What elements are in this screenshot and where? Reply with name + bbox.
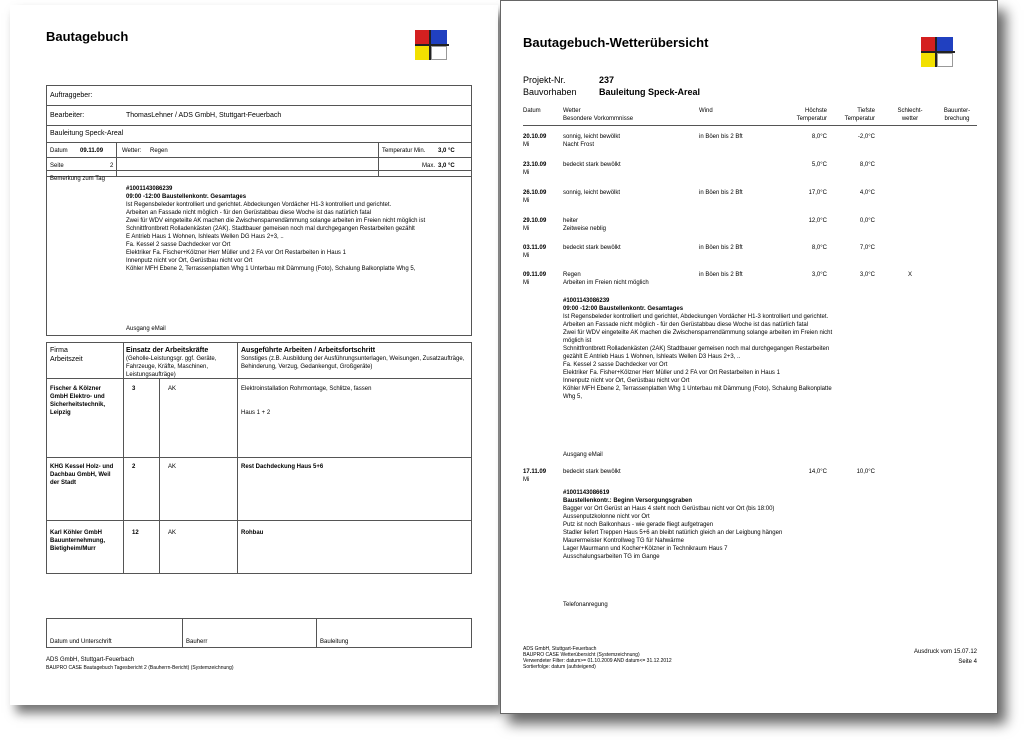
projekt-value: 237 xyxy=(599,75,615,85)
table-row-tief: 10,0°C xyxy=(856,469,875,475)
notes-block-2-footer: Telefonanregung xyxy=(563,602,608,608)
company-logo-icon xyxy=(415,30,449,60)
table-row-hoch: 17,0°C xyxy=(808,190,827,196)
note-line: #1001143086239 xyxy=(563,298,610,304)
footer-system: BAUPRO CASE Bautagebuch Tagesbericht 2 (Bauherrn-Bericht) (Systemzeichnung) xyxy=(46,665,234,671)
col-arbeiten-header: Ausgeführte Arbeiten / Arbeitsfortschritt xyxy=(241,347,376,354)
note-line: Innenputz nicht vor Ort, Gerüstbau nicht vor Ort xyxy=(126,258,253,264)
table-row-typ: AK xyxy=(168,530,177,536)
auftraggeber-label: Auftraggeber: xyxy=(50,92,93,99)
projekt-label: Projekt-Nr. xyxy=(523,75,566,85)
note-line: Elektriker Fa. Fischer+Kölzner Herr Müller und 2 FA vor Ort Restarbeiten in Haus 1 xyxy=(126,250,346,256)
table-row-firma: KHG Kessel Holz- und Dachbau GmbH, Weil der Stadt xyxy=(50,464,114,486)
table-row-hoch: 8,0°C xyxy=(811,245,827,251)
col-einsatz-sub: (Geholle-Leistungsgr. ggf. Geräte, Fahrzeuge, Kräfte, Maschinen, Leistungsaufträge) xyxy=(126,356,217,378)
col-arbeiten-sub: Sonstiges (z.B. Ausbildung der Ausführungsunterlagen, Weisungen, Zusatzaufträge, Behinderung, Verzug, Gedankengut, Großgeräte) xyxy=(241,356,465,370)
note-line: Innenputz nicht vor Ort, Gerüstbau nicht vor Ort xyxy=(563,378,690,384)
note-line: #1001143086239 xyxy=(126,186,173,192)
col-firma-header: Firma Arbeitszeit xyxy=(50,347,83,363)
table-row-anzahl: 2 xyxy=(132,464,136,470)
note-line: gezählt E Antrieb Haus 1 Wohnen, Ishleats Wellen D3 Haus 2+3, .. xyxy=(563,354,741,360)
signature-datum-label: Datum und Unterschrift xyxy=(50,639,112,645)
note-line: 09:00 -12:00 Baustellenkontr. Gesamtages xyxy=(563,306,684,312)
note-line: 09:00 -12:00 Baustellenkontr. Gesamtages xyxy=(126,194,247,200)
note-line: Köhler MFH Ebene 2, Terrassenplatten Whg 1 Unterbau mit Dämmung (Foto), Schalung Balkonplatte xyxy=(563,386,832,392)
min-value: 3,0 °C xyxy=(438,148,455,154)
table-row-tag: Mi xyxy=(523,477,530,483)
table-row-datum: 17.11.09 xyxy=(523,469,547,475)
note-line: Putz ist noch Balkonhaus - wie gerade fliegt aufgetragen xyxy=(563,522,714,528)
note-line: Fa. Kessel 2 sasse Dachdecker vor Ort xyxy=(563,362,668,368)
note-line: Schnittfrontbrett Rolladenkästen (2AK). Stadtbauer gemeisen noch mal durchgegangen Restarbeiten gezählt xyxy=(126,226,415,232)
wetteruebersicht-page xyxy=(500,0,998,714)
table-row-wetter: sonnig, leicht bewölkt xyxy=(563,134,621,140)
table-row-tag: Mi xyxy=(523,253,530,259)
table-row-schlecht: X xyxy=(907,272,912,278)
table-row-datum: 23.10.09 xyxy=(523,162,547,168)
bearbeiter-label: Bearbeiter: xyxy=(50,112,85,119)
note-line: möglich ist xyxy=(563,338,592,344)
datum-label: Datum xyxy=(50,148,68,154)
table-row-typ: AK xyxy=(168,386,177,392)
bauvorhaben-label: Bauvorhaben xyxy=(523,87,577,97)
page-title: Bautagebuch xyxy=(46,29,129,44)
footer-company: ADS GmbH, Stuttgart-Feuerbach xyxy=(46,657,135,663)
note-line: Arbeiten an Fassade nicht möglich - für den Gerüstabbau diese Woche ist das natürlich fatal xyxy=(126,210,372,216)
footer-system: BAUPRO CASE Wetterübersicht (Systemzeichnung) xyxy=(523,652,640,658)
table-row-tief: 8,0°C xyxy=(859,162,875,168)
notes-block-1 xyxy=(563,297,963,401)
table-row-wetter: bedeckt stark bewölkt xyxy=(563,245,621,251)
table-row-tief: 7,0°C xyxy=(859,245,875,251)
note-line: Ausschalungsarbeiten TG im Gange xyxy=(563,554,660,560)
note-line: Zwei für WDV eingeteilte AK machen die Zwischensparrendämmung solange arbeiten im Freien nicht möglich ist xyxy=(126,218,426,224)
col-wetter-header: Wetter xyxy=(563,108,581,114)
note-line: Zwei für WDV eingeteilte AK machen die Zwischensparrendämmung solange arbeiten im Freien nicht xyxy=(563,330,833,336)
table-row-datum: 29.10.09 xyxy=(523,218,547,224)
table-row-wetter: bedeckt stark bewölkt xyxy=(563,469,621,475)
table-row-anzahl: 12 xyxy=(132,530,139,536)
table-row-tag: Mi xyxy=(523,226,530,232)
col-wetter-sub-header: Besondere Vorkommnisse xyxy=(563,116,634,122)
bearbeiter-value: ThomasLehner / ADS GmbH, Stuttgart-Feuerbach xyxy=(126,112,282,119)
company-logo-icon xyxy=(921,37,955,67)
col-hoechste-header: Höchste Temperatur xyxy=(796,108,827,122)
table-row-wind: in Böen bis 2 Bft xyxy=(699,134,743,140)
remarks-text xyxy=(126,185,466,273)
signature-bauherr-label: Bauherr xyxy=(186,639,208,645)
note-line: Aussenputzkolonne nicht vor Ort xyxy=(563,514,650,520)
seite-value: 2 xyxy=(110,163,114,169)
col-tiefste-header: Tiefste Temperatur xyxy=(844,108,875,122)
table-row-note: Nacht Frost xyxy=(563,142,595,148)
page-title: Bautagebuch-Wetterübersicht xyxy=(523,35,709,50)
table-row-typ: AK xyxy=(168,464,177,470)
signature-bauleitung-label: Bauleitung xyxy=(320,639,349,645)
footer-left xyxy=(523,646,672,670)
project-title: Bauleitung Speck-Areal xyxy=(50,130,124,137)
col-einsatz-header: Einsatz der Arbeitskräfte xyxy=(126,347,209,354)
table-row-tief: 4,0°C xyxy=(859,190,875,196)
wetter-label: Wetter: xyxy=(122,148,142,154)
notes-block-1-footer: Ausgang eMail xyxy=(563,452,603,458)
table-row-datum: 20.10.09 xyxy=(523,134,547,140)
table-row-tief: -2,0°C xyxy=(857,134,875,140)
table-row-anzahl: 3 xyxy=(132,386,136,392)
table-row-wind: in Böen bis 2 Bft xyxy=(699,272,743,278)
table-row-wetter: sonnig, leicht bewölkt xyxy=(563,190,621,196)
note-line: Baustellenkontr.: Beginn Versorgungsgraben xyxy=(563,498,693,504)
table-row-hoch: 14,0°C xyxy=(808,469,827,475)
table-row-datum: 03.11.09 xyxy=(523,245,547,251)
table-row-tag: Mi xyxy=(523,280,530,286)
min-label: Min. xyxy=(414,148,426,154)
table-row-tief: 0,0°C xyxy=(859,218,875,224)
temperatur-label: Temperatur xyxy=(382,148,413,154)
table-row-hoch: 8,0°C xyxy=(811,134,827,140)
note-line: Lager Maurmann und Kocher+Kölzner in Technikraum Haus 7 xyxy=(563,546,728,552)
table-row-note: Zeitweise neblig xyxy=(563,226,607,232)
note-line: Schnittfrontbrett Rolladenkästen (2AK) Stadtbauer gemeisen noch mal durchgegangen Restarbeiten xyxy=(563,346,830,352)
note-line: Fa. Kessel 2 sasse Dachdecker vor Ort xyxy=(126,242,231,248)
note-line: Whg 5, xyxy=(563,394,583,400)
footer-sort: Sortierfolge: datum (aufsteigend) xyxy=(523,664,596,670)
table-row-wetter: bedeckt stark bewölkt xyxy=(563,162,621,168)
footer-print-date: Ausdruck vom 15.07.12 xyxy=(913,649,977,655)
note-line: #1001143086619 xyxy=(563,490,610,496)
note-line: Ist Regensbeleder kontrolliert und gerichtet, Abdeckungen Vordächer H1-3 kontrolliert und gerichtet. xyxy=(563,314,829,320)
table-row-extra: Haus 1 + 2 xyxy=(241,410,271,416)
table-row-arbeiten: Rohbau xyxy=(241,530,264,536)
col-wind-header: Wind xyxy=(699,108,713,114)
note-line: Köhler MFH Ebene 2, Terrassenplatten Whg 1 Unterbau mit Dämmung (Foto), Schalung Balkonplatte Whg 5, xyxy=(126,266,416,272)
footer-company: ADS GmbH, Stuttgart-Feuerbach xyxy=(523,646,597,652)
table-row-note: Arbeiten im Freien nicht möglich xyxy=(563,280,649,286)
bemerkung-label: Bemerkung zum Tag xyxy=(50,176,105,182)
remarks-footer: Ausgang eMail xyxy=(126,326,166,332)
footer-page-number: Seite 4 xyxy=(958,659,977,665)
table-row-wetter: Regen xyxy=(563,272,581,278)
table-row-firma: Karl Köhler GmbH Bauunternehmung, Bietigheim/Murr xyxy=(50,530,105,552)
table-row-hoch: 5,0°C xyxy=(811,162,827,168)
max-label: Max. xyxy=(422,163,436,169)
datum-value: 09.11.09 xyxy=(80,148,104,154)
col-datum-header: Datum xyxy=(523,108,541,114)
table-row-arbeiten: Rest Dachdeckung Haus 5+6 xyxy=(241,464,324,470)
table-row-wetter: heiter xyxy=(563,218,579,224)
bautagebuch-page xyxy=(10,5,498,705)
col-bauunter-header: Bauunter- brechung xyxy=(943,108,971,122)
table-row-wind: in Böen bis 2 Bft xyxy=(699,190,743,196)
bauvorhaben-value: Bauleitung Speck-Areal xyxy=(599,87,701,97)
wetter-value: Regen xyxy=(150,148,168,154)
note-line: Bagger vor Ort Gerüst an Haus 4 steht noch Gerüstbau nicht vor Ort (bis 18:00) xyxy=(563,506,775,512)
note-line: Stadler liefert Treppen Haus 5+6 an bleibt natürlich gleich an der Leigbung hängen xyxy=(563,530,783,536)
note-line: Maurermeister Kontrollweg TG für Nahwärme xyxy=(563,538,684,544)
table-row-wind: in Böen bis 2 Bft xyxy=(699,245,743,251)
table-row-tief: 3,0°C xyxy=(859,272,875,278)
seite-label: Seite xyxy=(50,163,64,169)
table-row-hoch: 3,0°C xyxy=(811,272,827,278)
note-line: Ist Regensbeleder kontrolliert und gerichtet. Abdeckungen Vordächer H1-3 kontrolliert und gerichtet. xyxy=(126,202,392,208)
table-row-firma: Fischer & Kölzner GmbH Elektro- und Sicherheitstechnik, Leipzig xyxy=(50,386,106,416)
table-row-hoch: 12,0°C xyxy=(808,218,827,224)
table-row-tag: Mi xyxy=(523,142,530,148)
col-schlecht-header: Schlecht- wetter xyxy=(897,108,923,122)
footer-filter: Verwendeter Filter: datum>= 01.10.2009 AND datum<= 31.12.2012 xyxy=(523,658,672,664)
table-row-tag: Mi xyxy=(523,198,530,204)
table-row-arbeiten: Elektroinstallation Rohrmontage, Schlitze, fassen xyxy=(241,386,372,392)
max-value: 3,0 °C xyxy=(438,163,455,169)
note-line: Elektriker Fa. Fisher+Kölzner Herr Müller und 2 FA vor Ort Restarbeiten in Haus 1 xyxy=(563,370,780,376)
notes-block-2 xyxy=(563,489,963,561)
note-line: Arbeiten an Fassade nicht möglich - für den Gerüstabbau diese Woche ist das natürlich fatal xyxy=(563,322,809,328)
table-row-datum: 09.11.09 xyxy=(523,272,547,278)
table-row-tag: Mi xyxy=(523,170,530,176)
note-line: E Antrieb Haus 1 Wohnen, Ishleats Wellen DG Haus 2+3, .. xyxy=(126,234,284,240)
table-row-datum: 26.10.09 xyxy=(523,190,547,196)
